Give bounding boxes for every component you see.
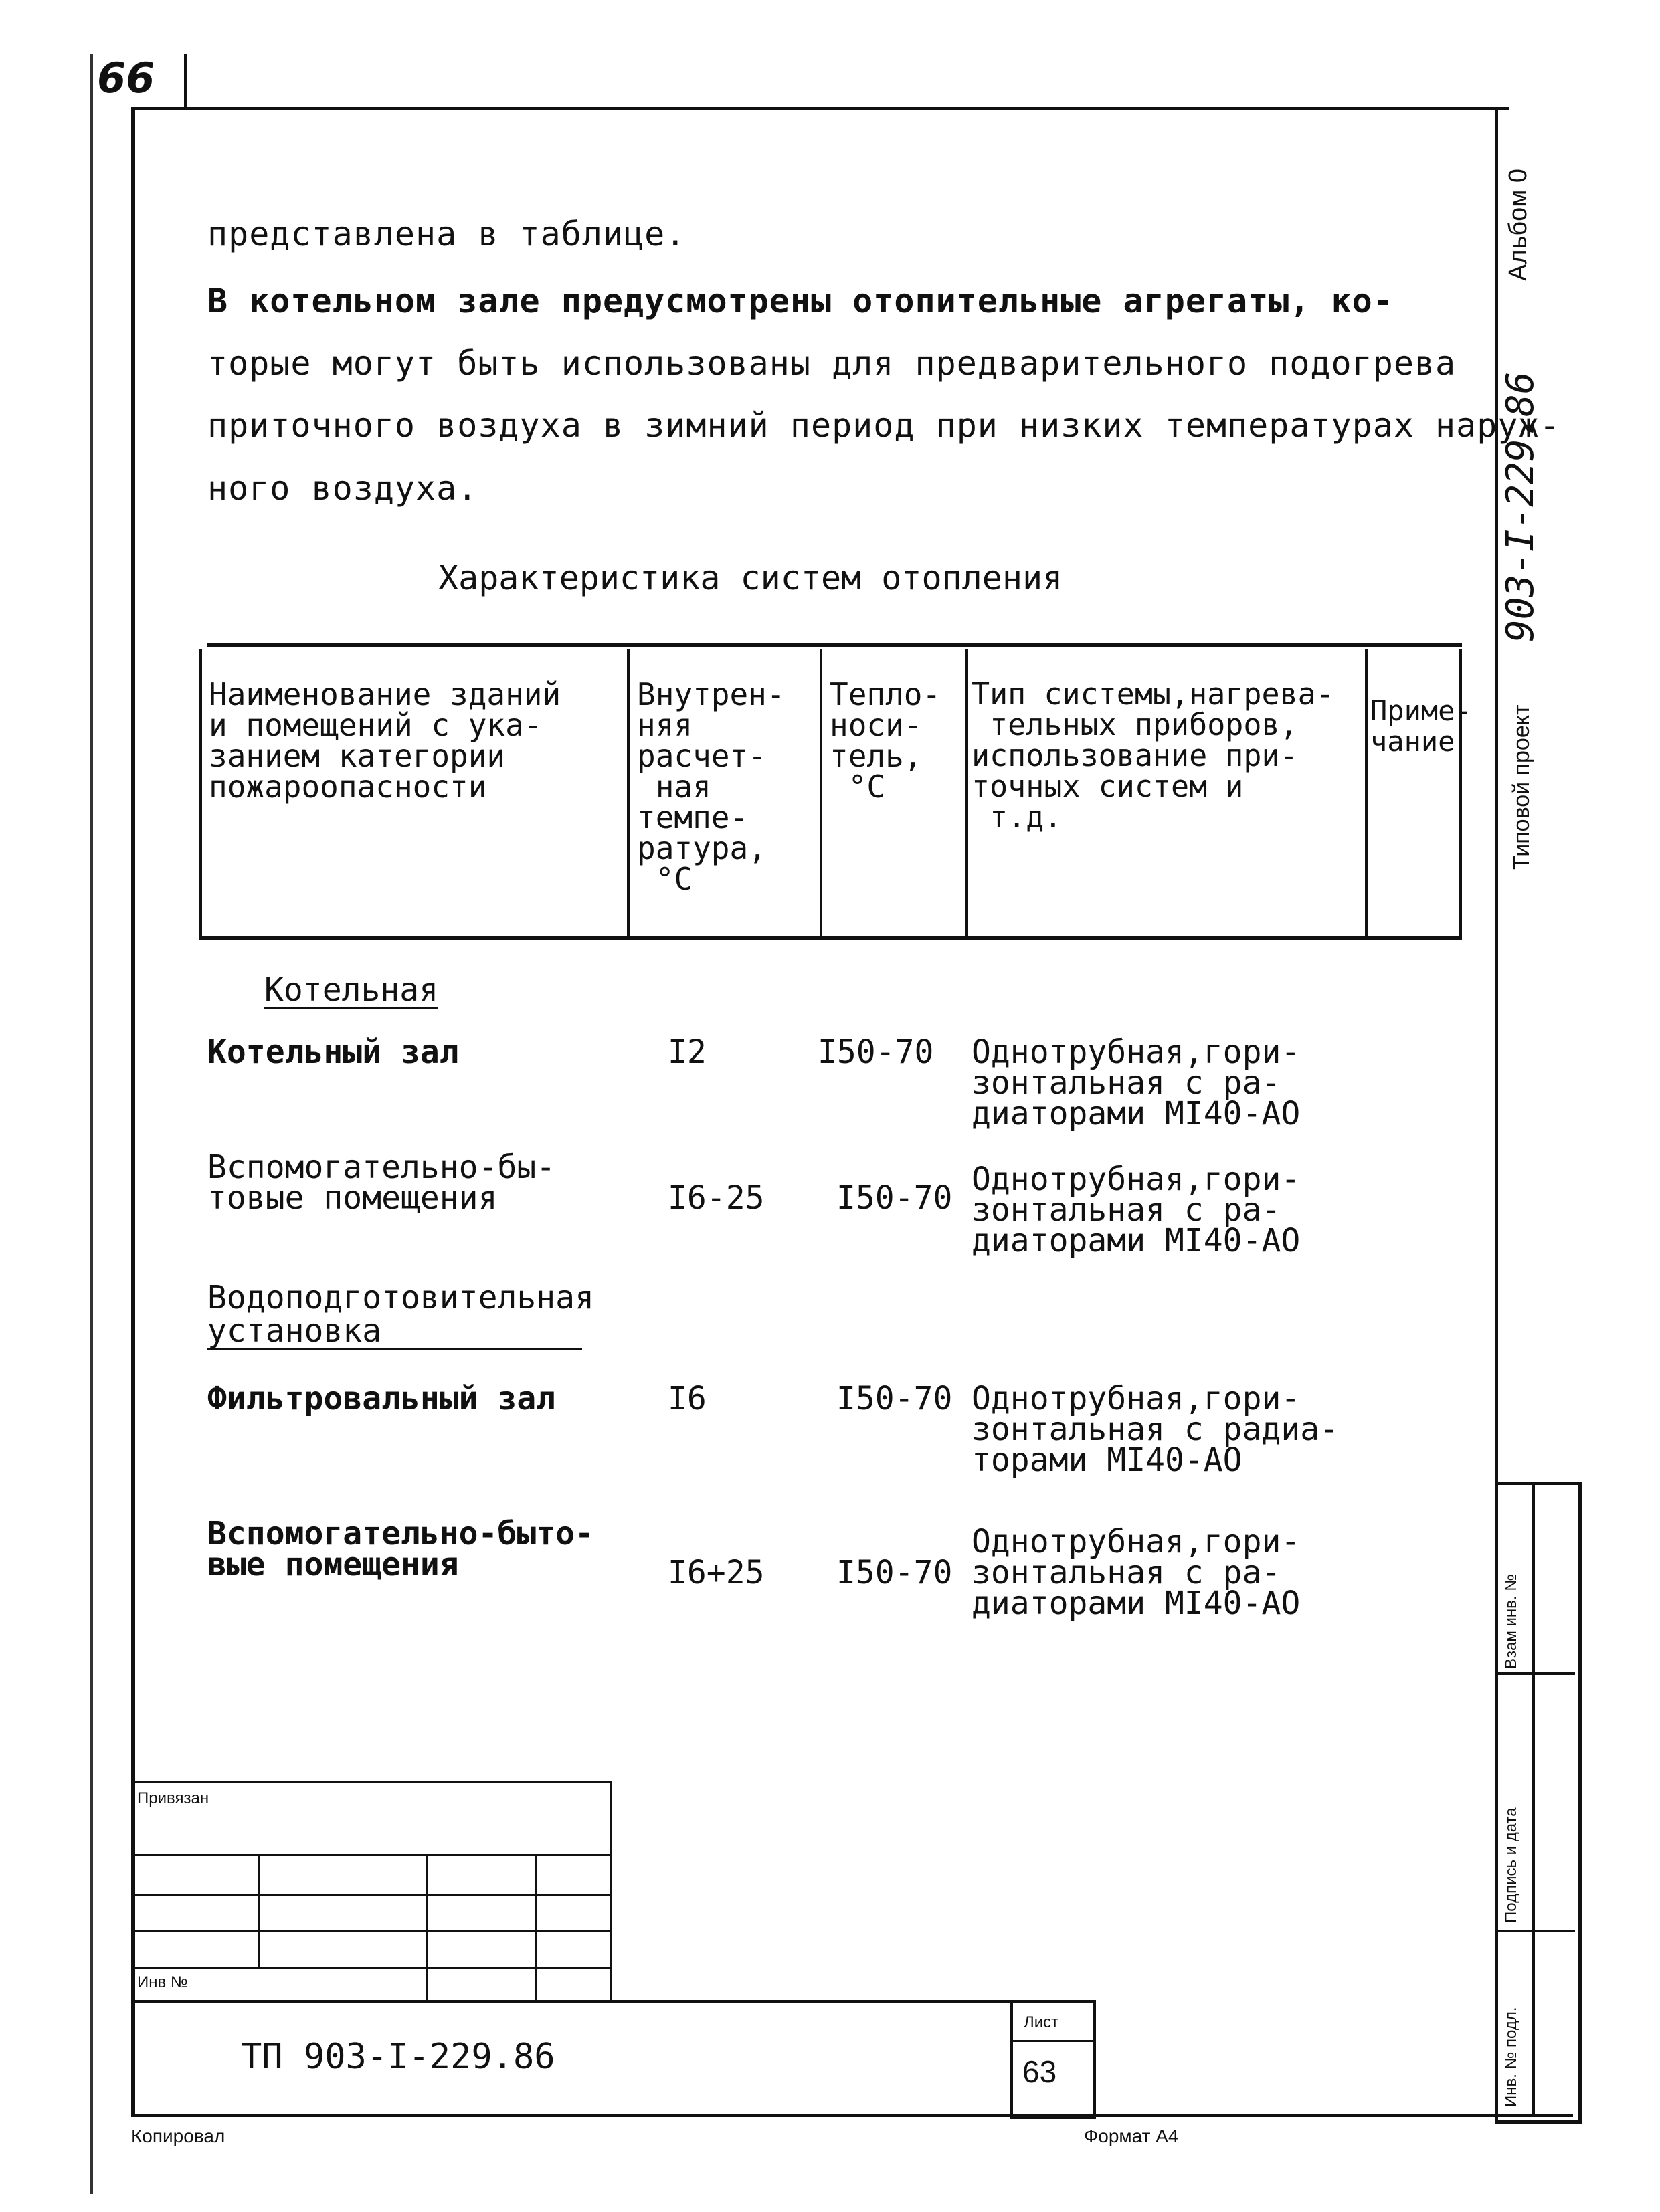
row-room: Фильтровальный зал xyxy=(207,1380,556,1417)
binding-block xyxy=(131,1781,612,2003)
table-vline-1 xyxy=(627,649,630,938)
header-carrier: Тепло- носи- тель, °С xyxy=(830,676,941,805)
sheet-box-rule xyxy=(1010,2040,1093,2042)
table-header-bottom-rule xyxy=(199,936,1462,940)
binding-col-rule xyxy=(426,1854,428,2000)
table-vline-3 xyxy=(965,649,968,938)
row-temp: I2 xyxy=(668,1033,707,1071)
side-project-code: 903-I-229.86 xyxy=(1499,371,1542,642)
table-top-rule xyxy=(207,643,1462,647)
stamp-strip-divider xyxy=(1532,1482,1535,2117)
stamp-strip-rule xyxy=(1495,1930,1575,1932)
row-room: Вспомогательно-бы- товые помещения xyxy=(207,1148,556,1217)
paragraph-line-2: В котельном зале предусмотрены отопительные агрегаты, ко- xyxy=(207,282,1394,320)
group-name-water-treatment: Водоподготовительная установка xyxy=(207,1279,594,1350)
binding-row-rule xyxy=(131,1930,612,1932)
table-vline-5 xyxy=(1459,649,1462,938)
row-carrier: I50-70 xyxy=(818,1033,934,1071)
row-system: Однотрубная,гори- зонтальная с ра- диаторами MI40-AO xyxy=(972,1523,1301,1622)
group-name-boiler: Котельная xyxy=(264,971,439,1009)
stamp-podpis-data: Подпись и дата xyxy=(1502,1807,1520,1923)
row-system: Однотрубная,гори- зонтальная с радиа- торами MI40-AO xyxy=(972,1380,1340,1479)
copied-label: Копировал xyxy=(131,2126,225,2146)
side-project-label: Типовой проект xyxy=(1509,704,1534,870)
row-room: Вспомогательно-быто- вые помещения xyxy=(207,1515,594,1583)
header-system: Тип системы,нагрева- тельных приборов, использование при- точных систем и т.д. xyxy=(972,676,1334,835)
paragraph-line-3: торые могут быть использованы для предварительного подогрева xyxy=(207,344,1457,383)
frame-top xyxy=(131,107,1509,110)
binding-margin-line xyxy=(90,54,93,2194)
binding-col-rule xyxy=(258,1854,260,1968)
row-system: Однотрубная,гори- зонтальная с ра- диаторами MI40-AO xyxy=(972,1161,1301,1260)
paragraph-line-4: приточного воздуха в зимний период при низких температурах наруж- xyxy=(207,406,1560,445)
header-temp: Внутрен- няя расчет- ная темпе- ратура, °С xyxy=(637,676,786,897)
frame-bottom xyxy=(131,2114,1573,2117)
binding-row-rule xyxy=(131,1967,612,1969)
row-carrier: I50-70 xyxy=(836,1380,953,1417)
table-vline-0 xyxy=(199,649,202,938)
inv-no-label: Инв № xyxy=(137,1973,188,1991)
binding-row-rule xyxy=(131,1894,612,1896)
row-temp: I6 xyxy=(668,1380,707,1417)
binding-col-rule xyxy=(535,1854,537,2000)
binding-label: Привязан xyxy=(137,1789,209,1807)
doc-code: ТП 903-I-229.86 xyxy=(241,2037,555,2077)
page-number: 66 xyxy=(97,54,155,102)
format-label: Формат А4 xyxy=(1084,2126,1179,2146)
row-temp: I6+25 xyxy=(668,1554,765,1591)
sheet-label: Лист xyxy=(1024,2013,1059,2031)
table-vline-4 xyxy=(1365,649,1368,938)
stamp-inv-podl: Инв. № подл. xyxy=(1502,2007,1520,2107)
row-carrier: I50-70 xyxy=(836,1554,953,1591)
side-album-label: Альбом 0 xyxy=(1504,168,1532,281)
header-note: Приме- чание xyxy=(1370,694,1472,758)
row-carrier: I50-70 xyxy=(836,1179,953,1217)
row-system: Однотрубная,гори- зонтальная с ра- диаторами MI40-AO xyxy=(972,1033,1301,1132)
stamp-strip-rule xyxy=(1495,1672,1575,1675)
sheet-number: 63 xyxy=(1022,2054,1057,2089)
header-room: Наименование зданий и помещений с ука- занием категории пожароопасности xyxy=(209,676,561,805)
paragraph-line-5: ного воздуха. xyxy=(207,469,478,508)
binding-row-rule xyxy=(131,1854,612,1856)
table-caption: Характеристика систем отопления xyxy=(438,559,1063,597)
row-room: Котельный зал xyxy=(207,1033,459,1071)
title-block-top-rule xyxy=(131,2000,1095,2003)
paragraph-line-1: представлена в таблице. xyxy=(207,215,686,254)
table-vline-2 xyxy=(820,649,822,938)
stamp-vzam-inv: Взам инв. № xyxy=(1502,1573,1520,1669)
row-temp: I6-25 xyxy=(668,1179,765,1217)
